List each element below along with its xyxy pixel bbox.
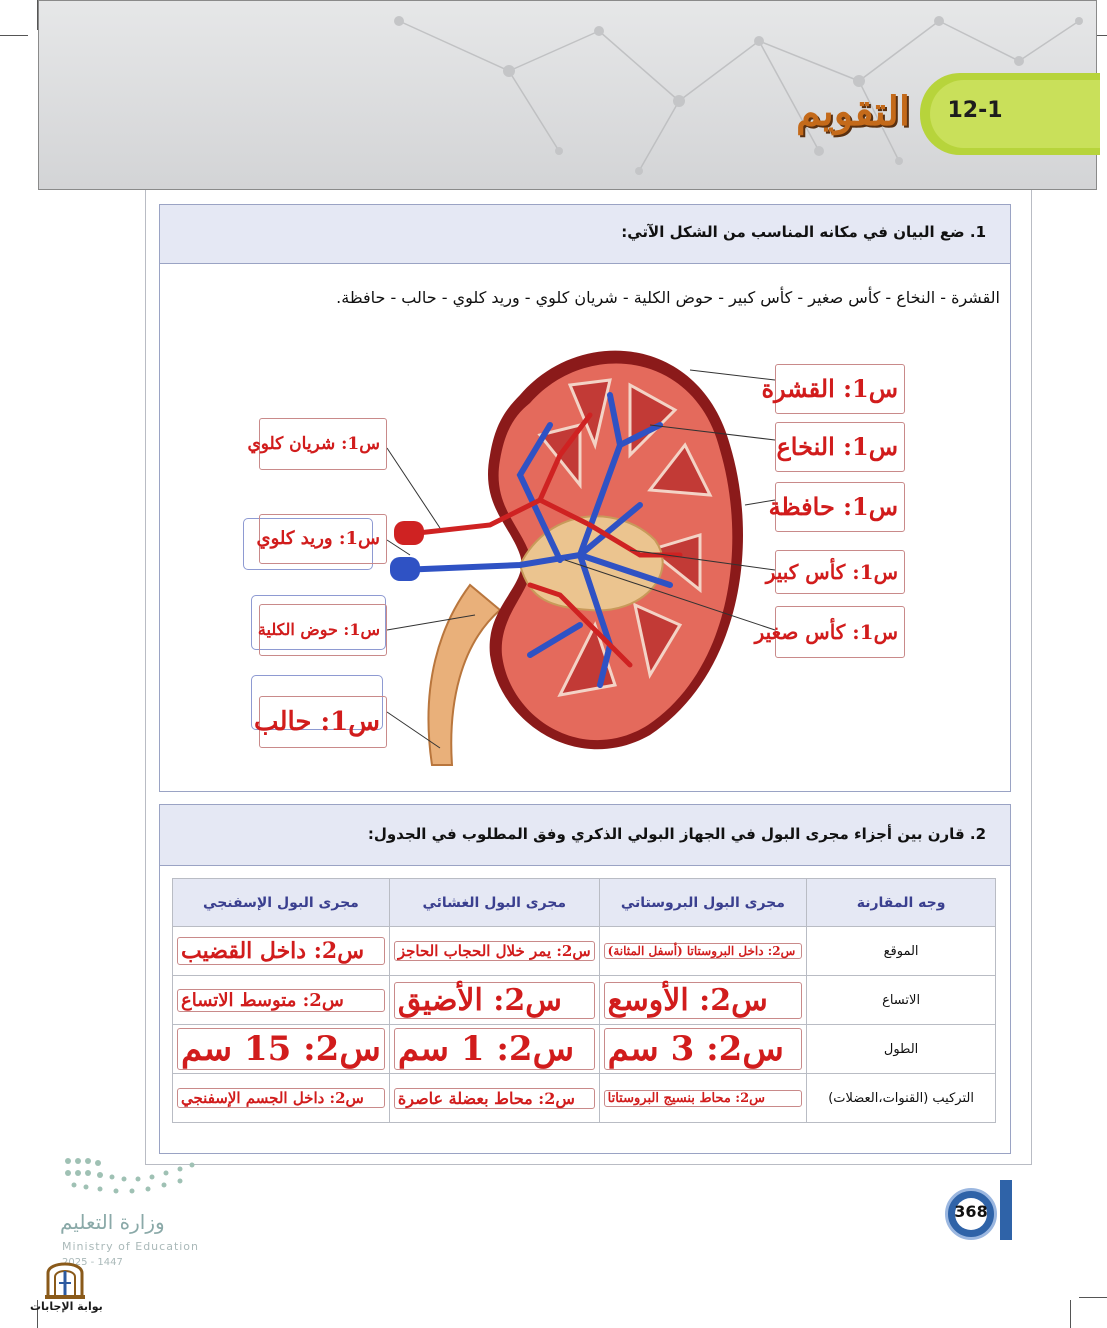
table-row (173, 927, 996, 976)
label-renal-artery: س1: شريان كلوي (259, 418, 387, 470)
section-title: التقويم (795, 88, 910, 135)
header-membranous: مجرى البول الغشائي (389, 879, 599, 927)
answer-cell: س2: 1 سم (394, 1028, 595, 1070)
row-label-location: الموقع (807, 927, 996, 976)
answer-cell: س2: الأوسع (604, 982, 803, 1019)
answer-cell: س2: متوسط الاتساع (177, 989, 385, 1012)
word-bank: القشرة - النخاع - كأس صغير - كأس كبير - حوض الكلية - شريان كلوي - وريد كلوي - حالب - حافظة. (336, 288, 1000, 307)
page-number: 368 (954, 1202, 988, 1221)
label-renal-vein: س1: وريد كلوي (259, 514, 387, 564)
answer-cell: س2: 3 سم (604, 1028, 803, 1070)
answer-cell: س2: محاط بعضلة عاصرة (394, 1088, 595, 1109)
answer-cell: س2: يمر خلال الحجاب الحاجز (394, 941, 595, 961)
question-2-prompt: 2. قارن بين أجزاء مجرى البول في الجهاز البولي الذكري وفق المطلوب في الجدول: (367, 825, 986, 843)
label-medulla: س1: النخاع (775, 422, 905, 472)
question-1-prompt: 1. ضع البيان في مكانه المناسب من الشكل الآتي: (621, 223, 986, 241)
ministry-logo-dots-icon (60, 1155, 200, 1200)
row-label-width: الاتساع (807, 976, 996, 1025)
answer-cell: س2: داخل الجسم الإسفنجي (177, 1088, 385, 1108)
answer-cell: س2: 15 سم (177, 1028, 385, 1070)
header-comparison: وجه المقارنة (807, 879, 996, 927)
label-major-calyx: س1: كأس كبير (775, 550, 905, 594)
page-number-bar (1000, 1180, 1012, 1240)
question-2-header (160, 805, 1010, 866)
ministry-name-english: Ministry of Education (62, 1240, 200, 1253)
answer-cell: س2: داخل البروستاتا (أسفل المثانة) (604, 943, 803, 959)
answers-gate-logo-icon (42, 1255, 88, 1301)
label-renal-pelvis: س1: حوض الكلية (259, 604, 387, 656)
label-minor-calyx: س1: كأس صغير (775, 606, 905, 658)
answer-cell: س2: داخل القضيب (177, 937, 385, 965)
table-row (173, 976, 996, 1025)
table-header-row (173, 879, 996, 927)
answer-cell: س2: الأضيق (394, 982, 595, 1019)
row-label-length: الطول (807, 1025, 996, 1074)
label-ureter: س1: حالب (259, 696, 387, 748)
table-row (173, 1025, 996, 1074)
label-capsule: س1: حافظة (775, 482, 905, 532)
answer-cell: س2: محاط بنسيج البروستاتا (604, 1090, 803, 1107)
table-row (173, 1074, 996, 1123)
header-spongy: مجرى البول الإسفنجي (173, 879, 390, 927)
ministry-name-arabic: وزارة التعليم (60, 1210, 165, 1234)
row-label-structure: التركيب (القنوات،العضلات) (807, 1074, 996, 1123)
answers-gate-label: بوابة الإجابات (30, 1300, 103, 1313)
unit-label: 12-1 (947, 98, 1003, 123)
header-prostatic: مجرى البول البروستاتي (599, 879, 807, 927)
comparison-table (172, 878, 996, 1123)
label-cortex: س1: القشرة (775, 364, 905, 414)
ministry-year: 2025 - 1447 (62, 1257, 123, 1268)
